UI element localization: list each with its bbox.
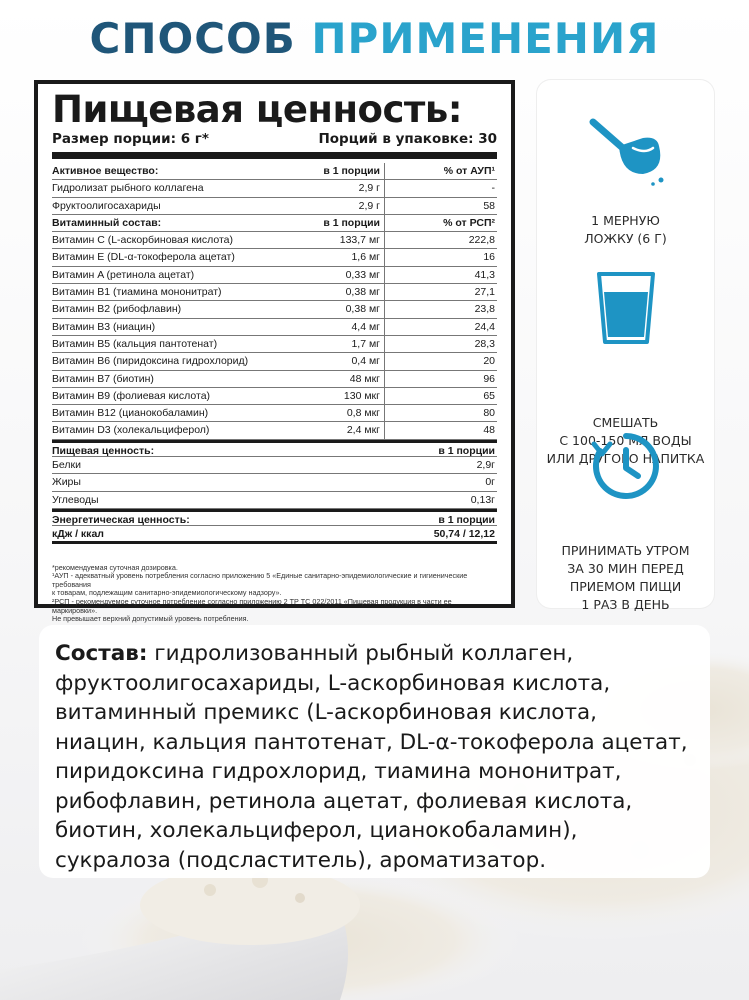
servings-per-pack: Порций в упаковке: 30 xyxy=(318,131,497,147)
step3-line2: ЗА 30 МИН ПЕРЕД xyxy=(567,561,684,576)
label-title: Пищевая ценность: xyxy=(52,88,463,131)
table-row: Витамин B1 (тиамина мононитрат) 0,38 мг 27,1 xyxy=(52,284,497,301)
table-row: Витамин A (ретинола ацетат) 0,33 мг 41,3 xyxy=(52,267,497,284)
footnotes: *рекомендуемая суточная дозировка. ¹АУП - адекватный уровень потребления согласно приложению 5 «Единые санитарно-эпидемиологические и гигиенические требования к товарам, подлежащим санитарно-эпидемиологическому надзору». ²РСП - рекомендуемое суточное потребление согласно приложению 2 ТР ТС 022/2011 «Пищевая продукция в части ее маркировки». Не превышает верхний допустимый уровень потребления. xyxy=(52,562,468,624)
clock-icon xyxy=(590,430,662,502)
title-part-1: СПОСОБ xyxy=(89,14,296,63)
table-row: Гидролизат рыбного коллагена 2,9 г - xyxy=(52,180,497,197)
instructions-card xyxy=(537,80,714,612)
active-substance-header: Активное вещество: в 1 порции % от АУП¹ xyxy=(52,163,497,180)
step-timing xyxy=(537,430,714,614)
energy-header: Энергетическая ценность: в 1 порции xyxy=(52,509,497,526)
step2-line1: СМЕШАТЬ xyxy=(592,415,659,430)
step1-line1: 1 МЕРНУЮ xyxy=(591,213,660,228)
table-row: Жиры 0г xyxy=(52,474,497,491)
title-part-2: ПРИМЕНЕНИЯ xyxy=(311,14,660,63)
composition-box xyxy=(39,625,710,878)
composition-text: гидролизованный рыбный коллаген, фруктоолигосахариды, L-аскорбиновая кислота, витаминный премикс (L-аскорбиновая кислота, ниацин, кальция пантотенат, DL-α-токоферола ацетат, пиридоксина гидрохлорид, тиамина мононитрат, рибофлавин, ретинола ацетат, фолиевая кислота, биотин, холекальциферол, цианокобаламин), сукралоза (подсластитель), ароматизатор. xyxy=(55,641,688,873)
table-row: Витамин C (L-аскорбиновая кислота) 133,7 мг 222,8 xyxy=(52,232,497,249)
table-row: Белки 2,9г xyxy=(52,457,497,474)
table-row: Витамин B6 (пиридоксина гидрохлорид) 0,4 мг 20 xyxy=(52,353,497,370)
step3-line1: ПРИНИМАТЬ УТРОМ xyxy=(561,543,690,558)
table-row: Витамин B3 (ниацин) 4,4 мг 24,4 xyxy=(52,319,497,336)
page-title xyxy=(0,14,749,63)
step2-line3: ИЛИ ДРУГОГО НАПИТКА xyxy=(546,451,705,466)
table-row: Углеводы 0,13г xyxy=(52,492,497,509)
glass-icon xyxy=(591,270,661,346)
nutrition-header: Пищевая ценность: в 1 порции xyxy=(52,440,497,457)
table-row: Витамин D3 (холекальциферол) 2,4 мкг 48 xyxy=(52,422,497,439)
step-scoop xyxy=(537,108,714,248)
energy-row: кДж / ккал 50,74 / 12,12 xyxy=(52,526,497,543)
table-row: Витамин E (DL-α-токоферола ацетат) 1,6 мг 16 xyxy=(52,249,497,266)
serving-size: Размер порции: 6 г* xyxy=(52,131,209,147)
step3-line3: ПРИЕМОМ ПИЩИ xyxy=(569,579,682,594)
table-row: Витамин B12 (цианокобаламин) 0,8 мкг 80 xyxy=(52,405,497,422)
step3-line4: 1 РАЗ В ДЕНЬ xyxy=(581,597,670,612)
table-row: Витамин B9 (фолиевая кислота) 130 мкг 65 xyxy=(52,388,497,405)
scoop-icon xyxy=(581,108,671,188)
step2-line2: С 100-150 МЛ ВОДЫ xyxy=(559,433,692,448)
table-row: Витамин B5 (кальция пантотенат) 1,7 мг 28,3 xyxy=(52,336,497,353)
serving-info xyxy=(52,130,497,159)
table-row: Витамин B2 (рибофлавин) 0,38 мг 23,8 xyxy=(52,301,497,318)
nutrition-label xyxy=(34,80,515,624)
vitamin-header: Витаминный состав: в 1 порции % от РСП² xyxy=(52,215,497,232)
step1-line2: ЛОЖКУ (6 Г) xyxy=(584,231,667,246)
composition-label: Состав: xyxy=(55,641,148,666)
table-row: Фруктоолигосахариды 2,9 г 58 xyxy=(52,198,497,215)
table-row: Витамин B7 (биотин) 48 мкг 96 xyxy=(52,371,497,388)
